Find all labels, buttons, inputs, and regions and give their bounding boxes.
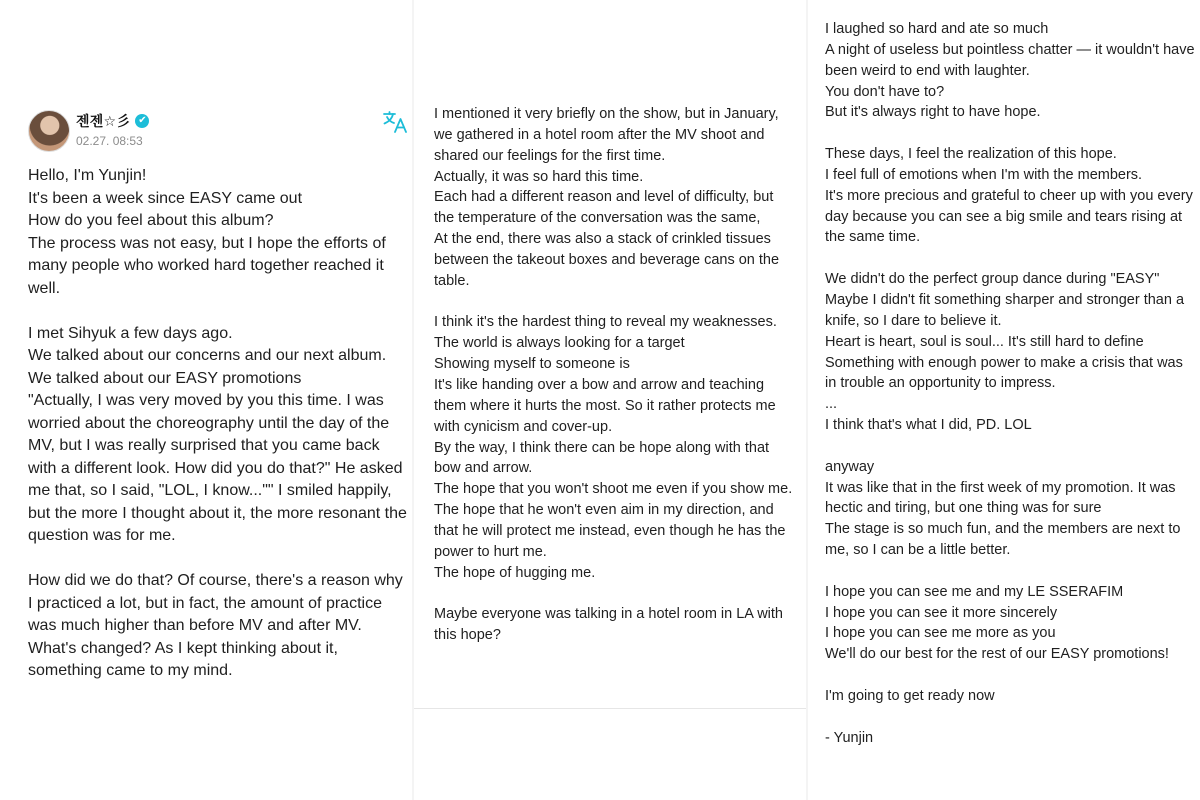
post-body-left: Hello, I'm Yunjin! It's been a week since EASY came out How do you feel about this album? The process was not easy, but I hope the efforts of many people who worked hard together reached it well. I met Sihyuk a few days ago. We talked about our concerns and our next album. We talked about our EASY promotions "Actually, I was very moved by you this time. I was worried about the choreography until the day of the MV, but I was really surprised that you came back with a different look. How did you do that?" He asked me that, so I said, "LOL, I know..."" I smiled happily, but the more I thought about it, the more resonant the question was for me. How did we do that? Of course, there's a reason why I practiced a lot, but in fact, the amount of practice was much higher than before MV and after MV. What's changed? As I kept thinking about it, something came to my mind. (28, 167, 407, 679)
post-header (28, 110, 412, 154)
translate-icon[interactable] (382, 110, 410, 134)
author-row (76, 111, 149, 131)
avatar[interactable] (28, 110, 70, 152)
post-panel-middle (414, 0, 806, 709)
post-panel-right (808, 0, 1200, 800)
verified-icon: ✔ (135, 114, 149, 128)
post-timestamp: 02.27. 08:53 (76, 134, 143, 148)
post-body-right: I laughed so hard and ate so much A night of useless but pointless chatter — it wouldn't have been weird to end with laughter. You don't have to? But it's always right to have hope. These days, I feel the realization of this hope. I feel full of emotions when I'm with the members. It's more precious and grateful to cheer up with you every day because you can see a big smile and tears rising at the same time. We didn't do the perfect group dance during "EASY" Maybe I didn't fit something sharper and stronger than a knife, so I dare to believe it. Heart is heart, soul is soul... It's still hard to define Something with enough power to make a crisis that was in trouble an opportunity to impress. ... I think that's what I did, PD. LOL anyway It was like that in the first week of my promotion. It was hectic and tiring, but one thing was for sure The stage is so much fun, and the members are next to me, so I can be a little better. I hope you can see me and my LE SSERAFIM I hope you can see it more sincerely I hope you can see me more as you We'll do our best for the rest of our EASY promotions! I'm going to get ready now - Yunjin (825, 21, 1195, 746)
post-panel-left (0, 0, 412, 800)
author-name[interactable]: 젠젠☆彡 (76, 113, 131, 129)
post-body-middle: I mentioned it very briefly on the show, but in January, we gathered in a hotel room after the MV shoot and shared our feelings for the first time. Actually, it was so hard this time. Each had a different reason and level of difficulty, but the temperature of the conversation was the same, At the end, there was also a stack of crinkled tissues between the takeout boxes and beverage cans on the table. I think it's the hardest thing to reveal my weaknesses. The world is always looking for a target Showing myself to someone is It's like handing over a bow and arrow and teaching them where it hurts the most. So it rather protects me with cynicism and cover-up. By the way, I think there can be hope along with that bow and arrow. The hope that you won't shoot me even if you show me. The hope that he won't even aim in my direction, and that he will protect me instead, even though he has the power to hurt me. The hope of hugging me. Maybe everyone was talking in a hotel room in LA with this hope? (434, 106, 793, 644)
